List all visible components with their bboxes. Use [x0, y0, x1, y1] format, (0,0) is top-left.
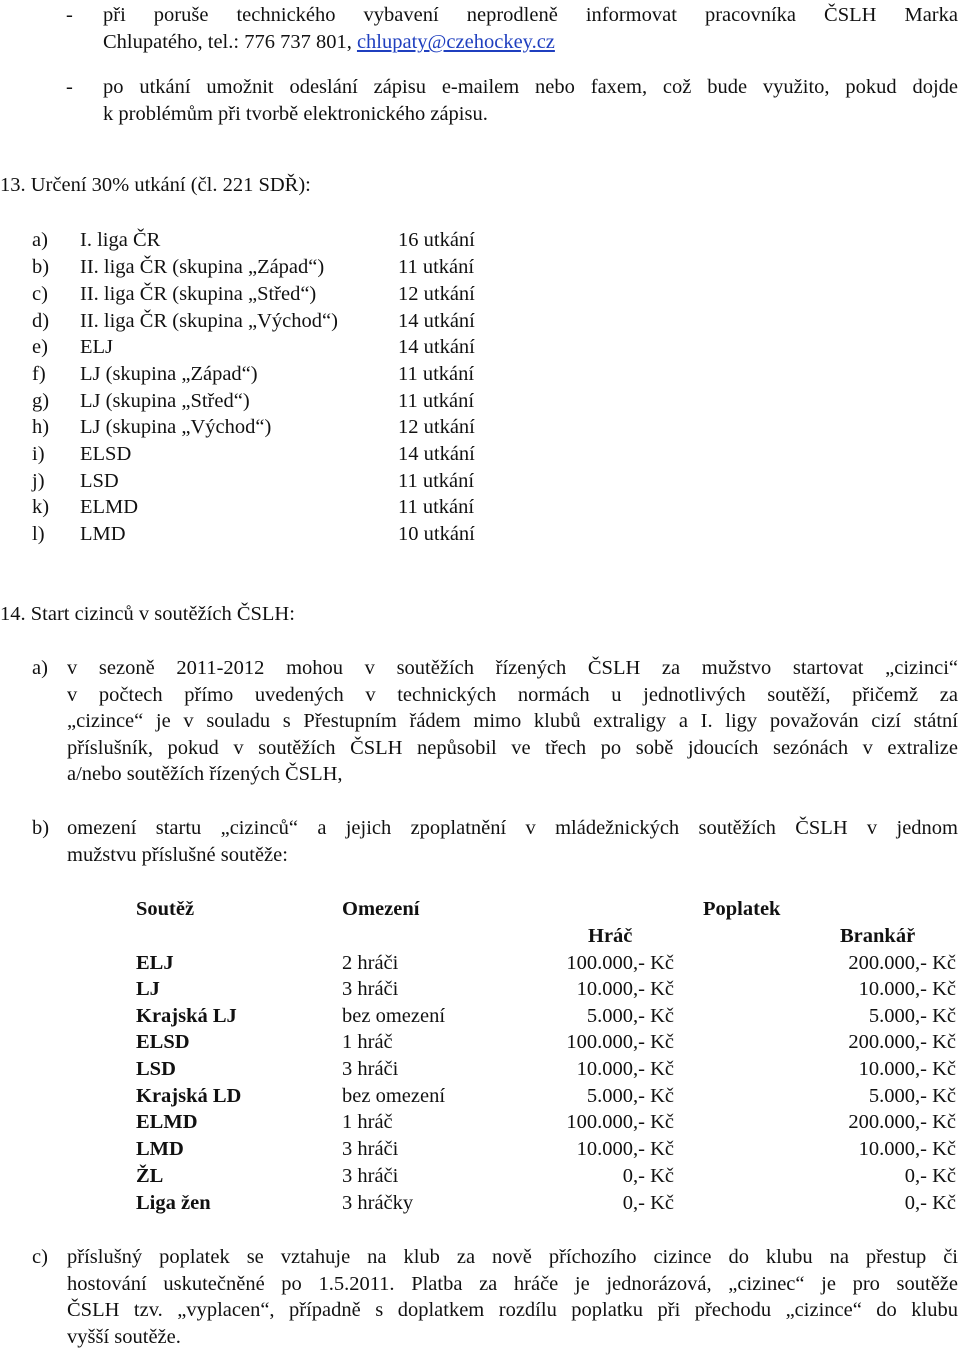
item-label: e): [32, 336, 48, 358]
cell-omezeni: 3 hráči: [342, 1138, 399, 1160]
item-name: LJ (skupina „Střed“): [80, 390, 250, 412]
item-count: 11 utkání: [398, 363, 475, 385]
cell-brankar: 5.000,- Kč: [868, 1085, 956, 1107]
cell-omezeni: bez omezení: [342, 1005, 446, 1027]
paragraph-a: [67, 655, 958, 788]
item-label: c): [32, 283, 48, 305]
bullet-1-line-1: při poruše technického vybavení neprodleně informovat pracovníka ČSLH Marka: [103, 4, 958, 26]
bullet-1-line-2: [103, 29, 555, 56]
email-link[interactable]: chlupaty@czehockey.cz: [356, 31, 555, 53]
cell-soutez: ELSD: [136, 1031, 190, 1053]
paragraph-line: „cizince“ je v souladu s Přestupním řádem mimo klubů extraligy a I. ligy považován cizí státní: [67, 710, 958, 732]
cell-omezeni: 3 hráči: [342, 1165, 399, 1187]
cell-brankar: 200.000,- Kč: [848, 1031, 956, 1053]
cell-soutez: LSD: [136, 1058, 176, 1080]
item-count: 14 utkání: [398, 310, 475, 332]
item-label: d): [32, 310, 50, 332]
cell-omezeni: bez omezení: [342, 1085, 446, 1107]
item-name: ELMD: [80, 496, 139, 518]
cell-omezeni: 3 hráči: [342, 978, 399, 1000]
item-label: j): [32, 470, 45, 492]
item-name: ELSD: [80, 443, 132, 465]
item-label: i): [32, 443, 45, 465]
item-count: 11 utkání: [398, 470, 475, 492]
item-label: k): [32, 496, 50, 518]
cell-hrac: 10.000,- Kč: [576, 1058, 674, 1080]
cell-omezeni: 3 hráčky: [342, 1192, 414, 1214]
cell-brankar: 10.000,- Kč: [858, 978, 956, 1000]
cell-hrac: 5.000,- Kč: [586, 1085, 674, 1107]
bullet-dash: -: [66, 4, 73, 26]
paragraph-c: [67, 1244, 958, 1350]
bullet-dash: -: [66, 76, 73, 98]
cell-soutez: ELJ: [136, 952, 174, 974]
item-count: 11 utkání: [398, 256, 475, 278]
item-count: 11 utkání: [398, 496, 475, 518]
cell-soutez: LMD: [136, 1138, 184, 1160]
table-row: [0, 1109, 960, 1136]
item-count: 16 utkání: [398, 229, 475, 251]
table-row: [0, 1190, 960, 1217]
table-row: [0, 1163, 960, 1190]
item-count: 12 utkání: [398, 283, 475, 305]
item-count: 14 utkání: [398, 443, 475, 465]
bullet-2-line-1: po utkání umožnit odeslání zápisu e-mailem nebo faxem, což bude využito, pokud dojde: [103, 76, 958, 98]
item-name: II. liga ČR (skupina „Východ“): [80, 310, 338, 332]
item-name: ELJ: [80, 336, 114, 358]
item-label: a): [32, 229, 48, 251]
cell-brankar: 0,- Kč: [904, 1165, 956, 1187]
cell-soutez: LJ: [136, 978, 160, 1000]
paragraph-label: a): [32, 657, 48, 679]
table-row: [0, 1056, 960, 1083]
paragraph-line: ČSLH tzv. „vyplacen“, případně s doplatkem rozdílu poplatku při přechodu „cizince“ do klubu: [67, 1299, 958, 1321]
table-row: [0, 1136, 960, 1163]
item-count: 12 utkání: [398, 416, 475, 438]
item-count: 14 utkání: [398, 336, 475, 358]
table-row: [0, 950, 960, 977]
item-count: 11 utkání: [398, 390, 475, 412]
item-label: g): [32, 390, 50, 412]
cell-hrac: 0,- Kč: [622, 1165, 674, 1187]
cell-soutez: Liga žen: [136, 1192, 211, 1214]
paragraph-line: v počtech přímo uvedených v technických normách u jednotlivých soutěží, přičemž za: [67, 683, 958, 706]
item-name: I. liga ČR: [80, 229, 161, 251]
cell-omezeni: 3 hráči: [342, 1058, 399, 1080]
cell-hrac: 100.000,- Kč: [566, 1111, 674, 1133]
paragraph-label: c): [32, 1246, 48, 1268]
item-count: 10 utkání: [398, 523, 475, 545]
cell-omezeni: 1 hráč: [342, 1111, 393, 1133]
paragraph-line: vyšší soutěže.: [67, 1325, 181, 1348]
paragraph-line: příslušník, pokud v soutěžích ČSLH nepůsobil ve třech po sobě jdoucích sezónách v extralize: [67, 736, 958, 759]
paragraph-label: b): [32, 817, 50, 839]
item-label: h): [32, 416, 50, 438]
paragraph-line: příslušný poplatek se vztahuje na klub za nově příchozího cizince do klubu na přestup či: [67, 1246, 958, 1268]
paragraph-line: hostování uskutečněné po 1.5.2011. Platba za hráče je jednorázová, „cizinec“ je pro soutěže: [67, 1272, 958, 1295]
item-name: LJ (skupina „Východ“): [80, 416, 272, 438]
contact-text: Chlupatého, tel.: 776 737 801,: [103, 31, 357, 53]
header-poplatek: Poplatek: [703, 898, 781, 920]
item-name: II. liga ČR (skupina „Západ“): [80, 256, 325, 278]
cell-soutez: ELMD: [136, 1111, 198, 1133]
bullet-2-line-2: k problémům při tvorbě elektronického zápisu.: [103, 103, 488, 125]
cell-hrac: 10.000,- Kč: [576, 1138, 674, 1160]
cell-brankar: 0,- Kč: [904, 1192, 956, 1214]
cell-omezeni: 2 hráči: [342, 952, 399, 974]
item-name: LJ (skupina „Západ“): [80, 363, 258, 385]
cell-hrac: 100.000,- Kč: [566, 1031, 674, 1053]
cell-brankar: 200.000,- Kč: [848, 952, 956, 974]
paragraph-b: [67, 815, 958, 868]
table-row: [0, 1029, 960, 1056]
cell-soutez: Krajská LJ: [136, 1005, 237, 1027]
table-row: [0, 1083, 960, 1110]
header-hrac: Hráč: [588, 925, 633, 947]
paragraph-line: v sezoně 2011-2012 mohou v soutěžích řízených ČSLH za mužstvo startovat „cizinci“: [67, 657, 958, 679]
item-name: II. liga ČR (skupina „Střed“): [80, 283, 317, 305]
header-brankar: Brankář: [840, 925, 916, 947]
paragraph-line: a/nebo soutěžích řízených ČSLH,: [67, 763, 343, 785]
item-label: b): [32, 256, 50, 278]
cell-soutez: ŽL: [136, 1165, 164, 1187]
cell-brankar: 5.000,- Kč: [868, 1005, 956, 1027]
item-label: l): [32, 523, 45, 545]
paragraph-line: mužstvu příslušné soutěže:: [67, 843, 288, 866]
item-label: f): [32, 363, 46, 385]
header-soutez: Soutěž: [136, 898, 195, 920]
cell-brankar: 200.000,- Kč: [848, 1111, 956, 1133]
cell-hrac: 10.000,- Kč: [576, 978, 674, 1000]
cell-hrac: 5.000,- Kč: [586, 1005, 674, 1027]
table-row: [0, 976, 960, 1003]
cell-soutez: Krajská LD: [136, 1085, 242, 1107]
item-name: LMD: [80, 523, 126, 545]
paragraph-line: omezení startu „cizinců“ a jejich zpoplatnění v mládežnických soutěžích ČSLH v jednom: [67, 817, 958, 839]
cell-brankar: 10.000,- Kč: [858, 1138, 956, 1160]
item-name: LSD: [80, 470, 119, 492]
section-14-heading: 14. Start cizinců v soutěžích ČSLH:: [0, 603, 295, 625]
cell-brankar: 10.000,- Kč: [858, 1058, 956, 1080]
cell-hrac: 100.000,- Kč: [566, 952, 674, 974]
cell-hrac: 0,- Kč: [622, 1192, 674, 1214]
table-row: [0, 1003, 960, 1030]
header-omezeni: Omezení: [342, 898, 420, 920]
section-13-heading: 13. Určení 30% utkání (čl. 221 SDŘ):: [0, 174, 311, 196]
cell-omezeni: 1 hráč: [342, 1031, 393, 1053]
